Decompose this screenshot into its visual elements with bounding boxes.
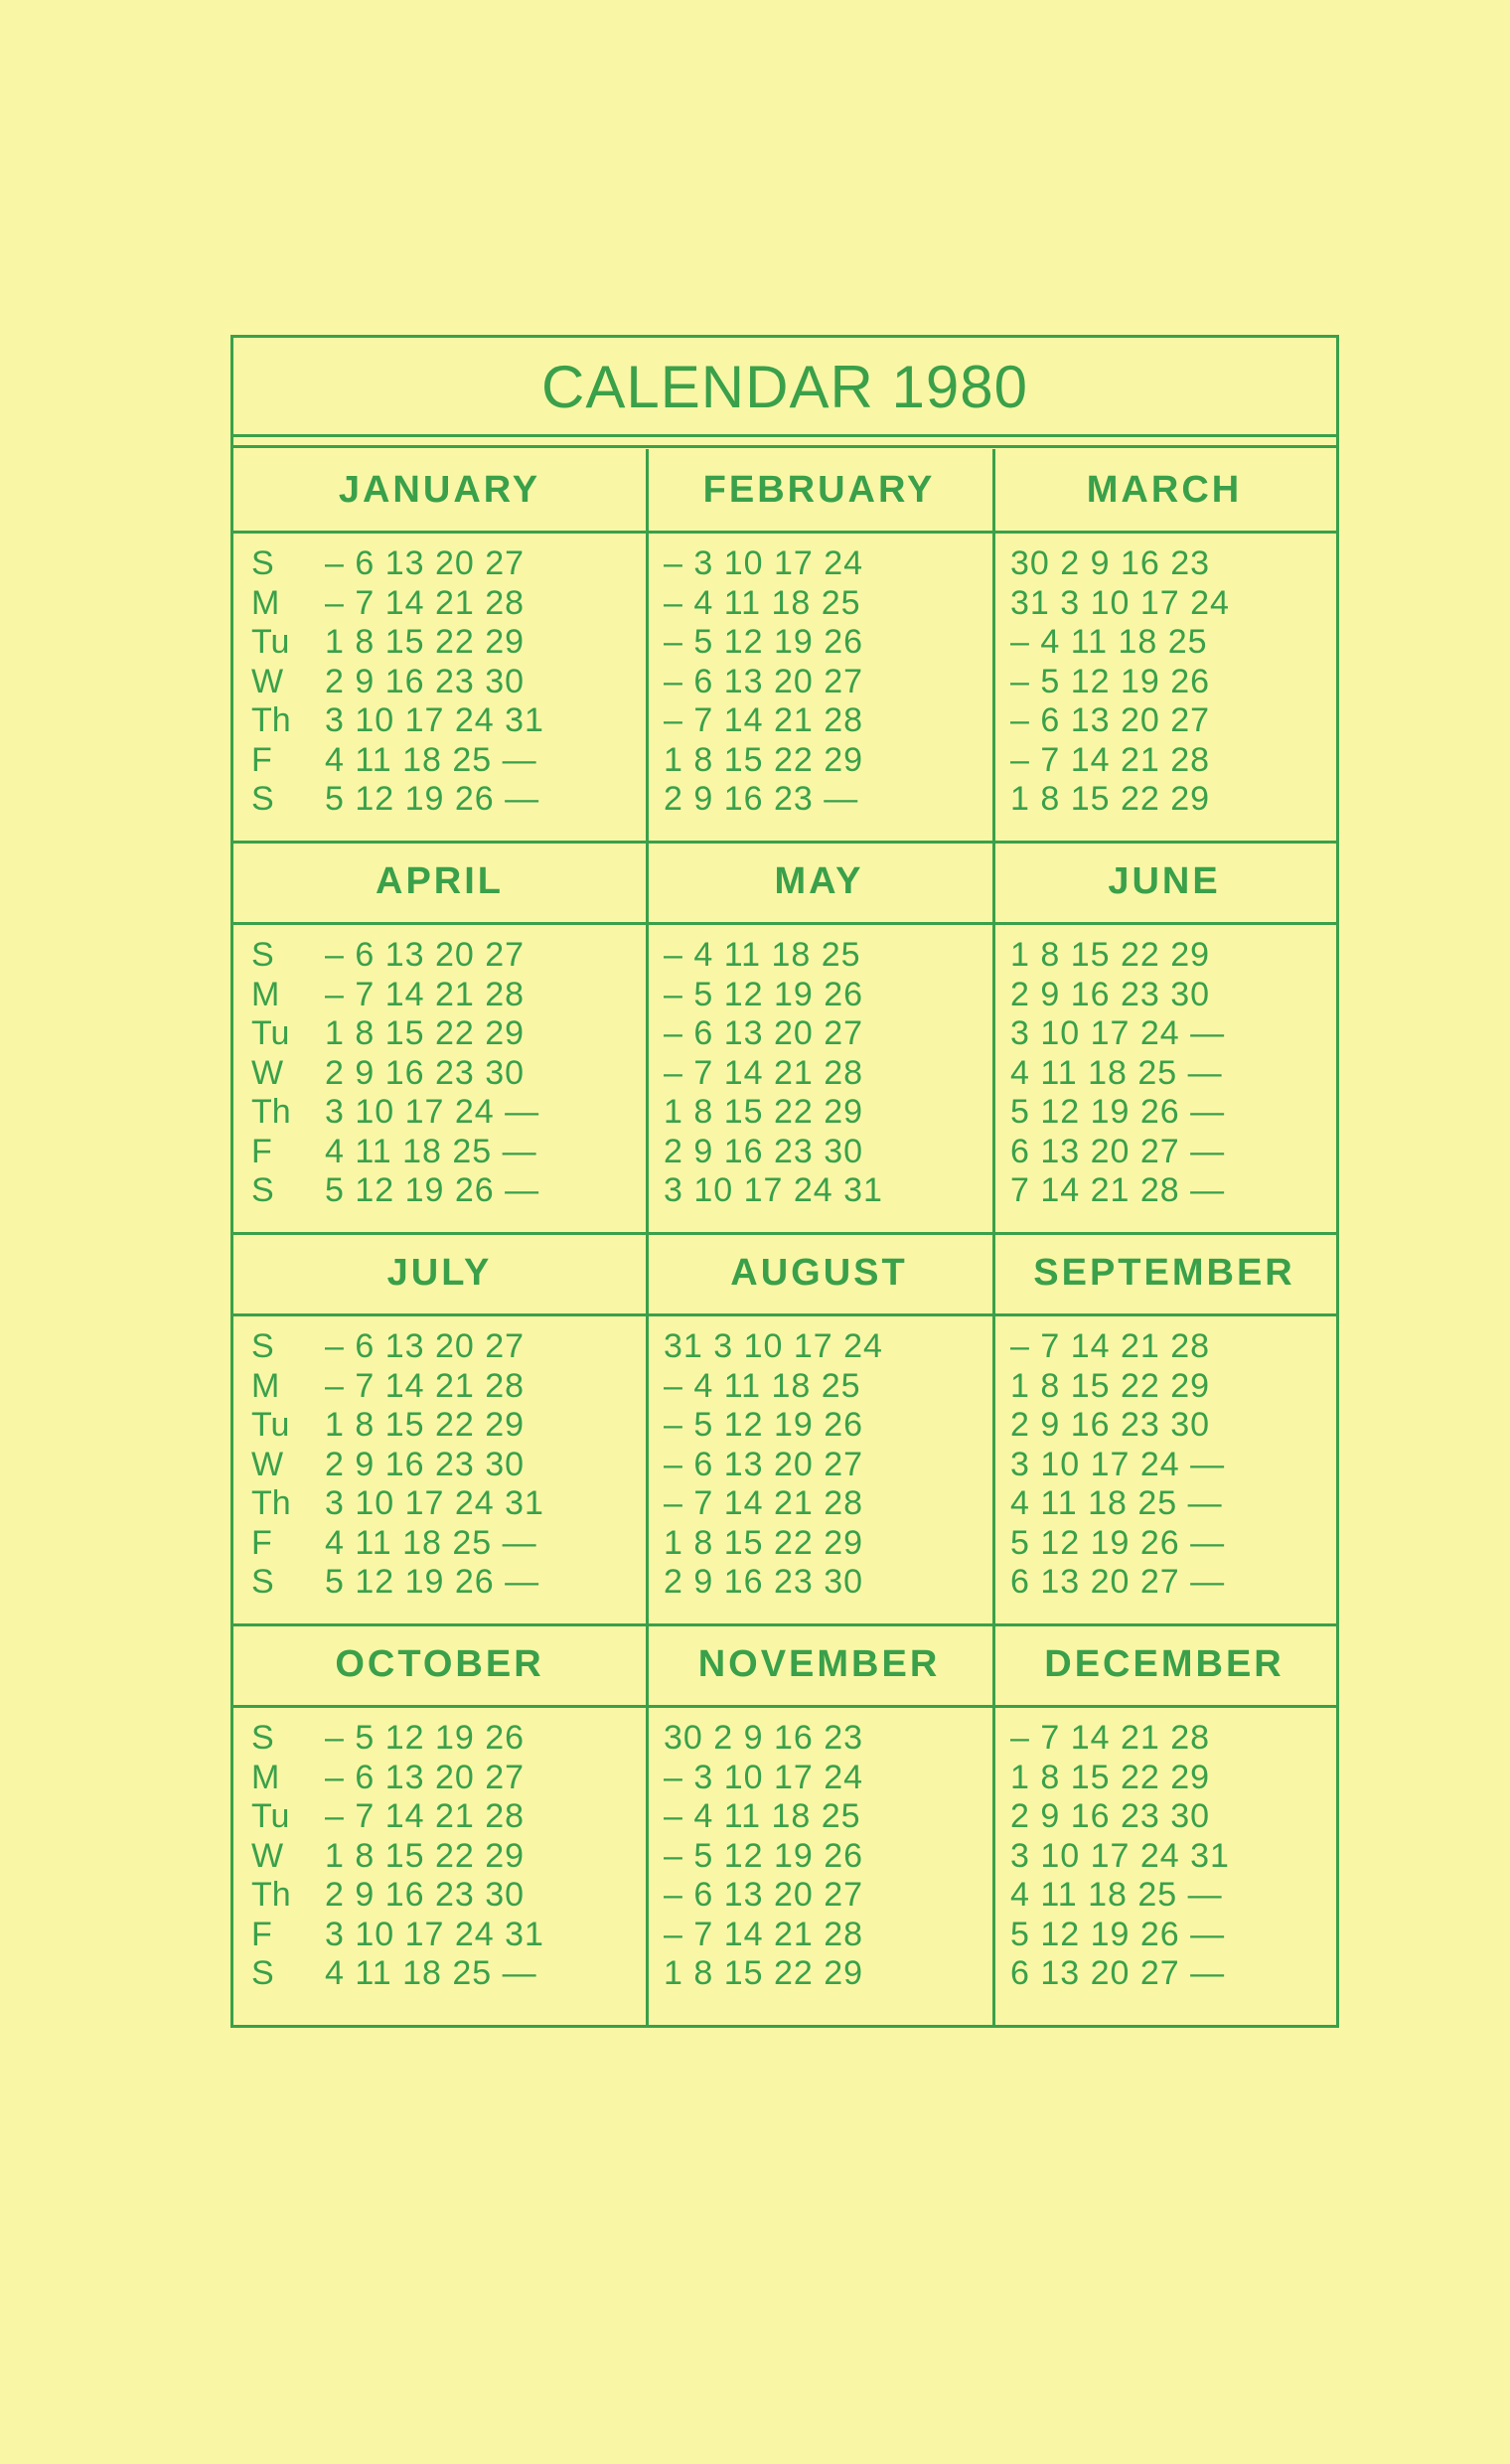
date-row: – 7 14 21 28 [1010,1719,1211,1757]
month-march [992,449,1336,841]
month-name: DECEMBER [1044,1643,1284,1685]
date-rows [664,1327,883,1603]
date-row: 1 8 15 22 29 [325,623,526,661]
date-rows [325,1719,544,1994]
month-name: MARCH [1086,469,1243,511]
date-row: 1 8 15 22 29 [1010,1366,1211,1405]
weekday-label: Th [251,1876,291,1914]
month-october [233,1623,646,2015]
weekday-label: W [251,1836,284,1875]
weekday-label: Th [251,701,291,739]
months-grid [233,449,1336,2025]
date-row: 1 8 15 22 29 [664,740,864,779]
date-row: 3 10 17 24 31 [325,1484,544,1522]
calendar-title: CALENDAR 1980 [233,338,1336,437]
weekday-label: M [251,1366,280,1405]
date-row: 3 10 17 24 31 [325,701,544,739]
date-row: – 4 11 18 25 [664,1366,861,1405]
weekday-label: S [251,1719,274,1757]
date-rows [1010,544,1230,820]
date-row: 5 12 19 26 — [325,780,540,818]
weekday-label: M [251,1758,280,1796]
month-january [233,449,646,841]
weekday-label: F [251,1132,272,1170]
date-row: 2 9 16 23 30 [1010,1797,1211,1835]
month-name: SEPTEMBER [1033,1252,1295,1294]
weekday-label: S [251,1171,274,1209]
month-name: FEBRUARY [702,469,936,511]
date-row: 2 9 16 23 30 [325,1876,526,1914]
date-row: 4 11 18 25 — [1010,1053,1223,1092]
date-row: 3 10 17 24 31 [325,1915,544,1953]
weekday-label: Th [251,1093,291,1131]
date-rows [1010,936,1225,1211]
date-row: – 5 12 19 26 [664,1836,864,1875]
month-name: MAY [774,860,864,902]
weekday-label: M [251,975,280,1013]
date-row: 1 8 15 22 29 [1010,1758,1211,1796]
date-rows [325,544,544,820]
date-row: 6 13 20 27 — [1010,1954,1226,1992]
date-row: 4 11 18 25 — [325,1132,537,1170]
date-row: – 5 12 19 26 [325,1719,526,1757]
date-row: 1 8 15 22 29 [664,1523,864,1562]
weekday-label: S [251,936,274,974]
date-row: 1 8 15 22 29 [1010,936,1211,974]
month-name: JANUARY [338,469,541,511]
weekday-label: M [251,583,280,622]
month-name: NOVEMBER [697,1643,941,1685]
date-row: – 3 10 17 24 [664,1758,864,1796]
date-row: – 5 12 19 26 [664,1406,864,1444]
date-row: – 4 11 18 25 [664,1797,861,1835]
date-row: 4 11 18 25 — [325,1954,537,1992]
weekday-label: S [251,780,274,818]
date-row: 5 12 19 26 — [1010,1093,1226,1131]
weekday-label: Tu [251,1406,290,1444]
date-rows [664,1719,863,1994]
date-row: 2 9 16 23 30 [325,1445,526,1483]
date-row: 1 8 15 22 29 [664,1093,864,1131]
month-name: APRIL [376,860,504,902]
date-row: – 6 13 20 27 [664,1014,864,1052]
title-divider [233,445,1336,448]
date-row: – 6 13 20 27 [664,662,864,700]
date-row: – 7 14 21 28 [664,1915,864,1953]
date-row: – 7 14 21 28 [664,701,864,739]
date-rows [325,1327,544,1603]
date-row: 6 13 20 27 — [1010,1563,1226,1601]
month-february [646,449,992,841]
date-row: – 6 13 20 27 [1010,701,1211,739]
date-rows [1010,1719,1230,1994]
month-name: AUGUST [730,1252,908,1294]
weekday-label: Tu [251,623,290,661]
date-row: 2 9 16 23 30 [325,1053,526,1092]
date-row: 5 12 19 26 — [1010,1915,1226,1953]
date-row: 3 10 17 24 31 [664,1171,883,1209]
date-row: 3 10 17 24 — [1010,1445,1226,1483]
date-row: – 5 12 19 26 [664,975,864,1013]
month-june [992,841,1336,1232]
weekday-label: W [251,1053,284,1092]
weekday-labels [251,936,291,1211]
weekday-label: Tu [251,1797,290,1835]
month-september [992,1232,1336,1623]
date-row: – 7 14 21 28 [664,1484,864,1522]
month-name: JUNE [1108,860,1221,902]
date-row: – 5 12 19 26 [1010,662,1211,700]
month-august [646,1232,992,1623]
date-rows [325,936,539,1211]
date-row: 5 12 19 26 — [325,1563,540,1601]
weekday-labels [251,1719,291,1994]
date-row: 7 14 21 28 — [1010,1171,1226,1209]
month-april [233,841,646,1232]
weekday-label: F [251,740,272,779]
date-row: – 6 13 20 27 [325,544,526,582]
weekday-label: F [251,1915,272,1953]
month-may [646,841,992,1232]
date-row: 2 9 16 23 30 [664,1132,864,1170]
date-row: – 4 11 18 25 [664,583,861,622]
date-row: – 7 14 21 28 [325,583,526,622]
weekday-label: S [251,1563,274,1601]
date-row: 6 13 20 27 — [1010,1132,1226,1170]
date-row: 1 8 15 22 29 [1010,780,1211,818]
date-row: 2 9 16 23 30 [664,1563,864,1601]
date-row: – 4 11 18 25 [664,936,861,974]
weekday-label: S [251,1327,274,1365]
date-row: – 7 14 21 28 [664,1053,864,1092]
weekday-label: W [251,662,284,700]
weekday-label: W [251,1445,284,1483]
weekday-label: Th [251,1484,291,1522]
weekday-label: Tu [251,1014,290,1052]
date-row: 31 3 10 17 24 [664,1327,883,1365]
calendar-card [230,335,1339,2028]
date-row: – 6 13 20 27 [325,936,526,974]
date-row: – 7 14 21 28 [1010,1327,1211,1365]
weekday-label: F [251,1523,272,1562]
date-row: – 6 13 20 27 [664,1445,864,1483]
date-row: 1 8 15 22 29 [325,1406,526,1444]
weekday-label: S [251,544,274,582]
date-row: 3 10 17 24 31 [1010,1836,1230,1875]
date-row: – 6 13 20 27 [325,1758,526,1796]
date-row: 30 2 9 16 23 [1010,544,1211,582]
date-row: 2 9 16 23 30 [325,662,526,700]
date-row: 3 10 17 24 — [1010,1014,1226,1052]
date-row: 4 11 18 25 — [325,740,537,779]
date-row: – 6 13 20 27 [325,1327,526,1365]
date-row: – 7 14 21 28 [325,1797,526,1835]
date-rows [664,936,883,1211]
month-name: OCTOBER [335,1643,544,1685]
date-row: – 7 14 21 28 [325,975,526,1013]
date-rows [1010,1327,1225,1603]
date-row: 2 9 16 23 30 [1010,975,1211,1013]
date-row: 4 11 18 25 — [1010,1876,1223,1914]
weekday-labels [251,544,291,820]
date-row: 1 8 15 22 29 [325,1014,526,1052]
date-row: 30 2 9 16 23 [664,1719,864,1757]
date-row: 5 12 19 26 — [325,1171,540,1209]
date-row: 1 8 15 22 29 [325,1836,526,1875]
date-row: – 4 11 18 25 [1010,623,1208,661]
date-row: 5 12 19 26 — [1010,1523,1226,1562]
date-row: – 6 13 20 27 [664,1876,864,1914]
month-name: JULY [386,1252,493,1294]
date-row: – 3 10 17 24 [664,544,864,582]
date-row: 31 3 10 17 24 [1010,583,1230,622]
date-row: – 7 14 21 28 [1010,740,1211,779]
month-november [646,1623,992,2015]
date-row: – 5 12 19 26 [664,623,864,661]
date-row: 3 10 17 24 — [325,1093,540,1131]
date-row: 2 9 16 23 — [664,780,859,818]
date-row: 2 9 16 23 30 [1010,1406,1211,1444]
month-december [992,1623,1336,2015]
date-row: 1 8 15 22 29 [664,1954,864,1992]
date-row: 4 11 18 25 — [1010,1484,1223,1522]
date-row: 4 11 18 25 — [325,1523,537,1562]
date-row: – 7 14 21 28 [325,1366,526,1405]
weekday-labels [251,1327,291,1603]
month-july [233,1232,646,1623]
weekday-label: S [251,1954,274,1992]
date-rows [664,544,863,820]
